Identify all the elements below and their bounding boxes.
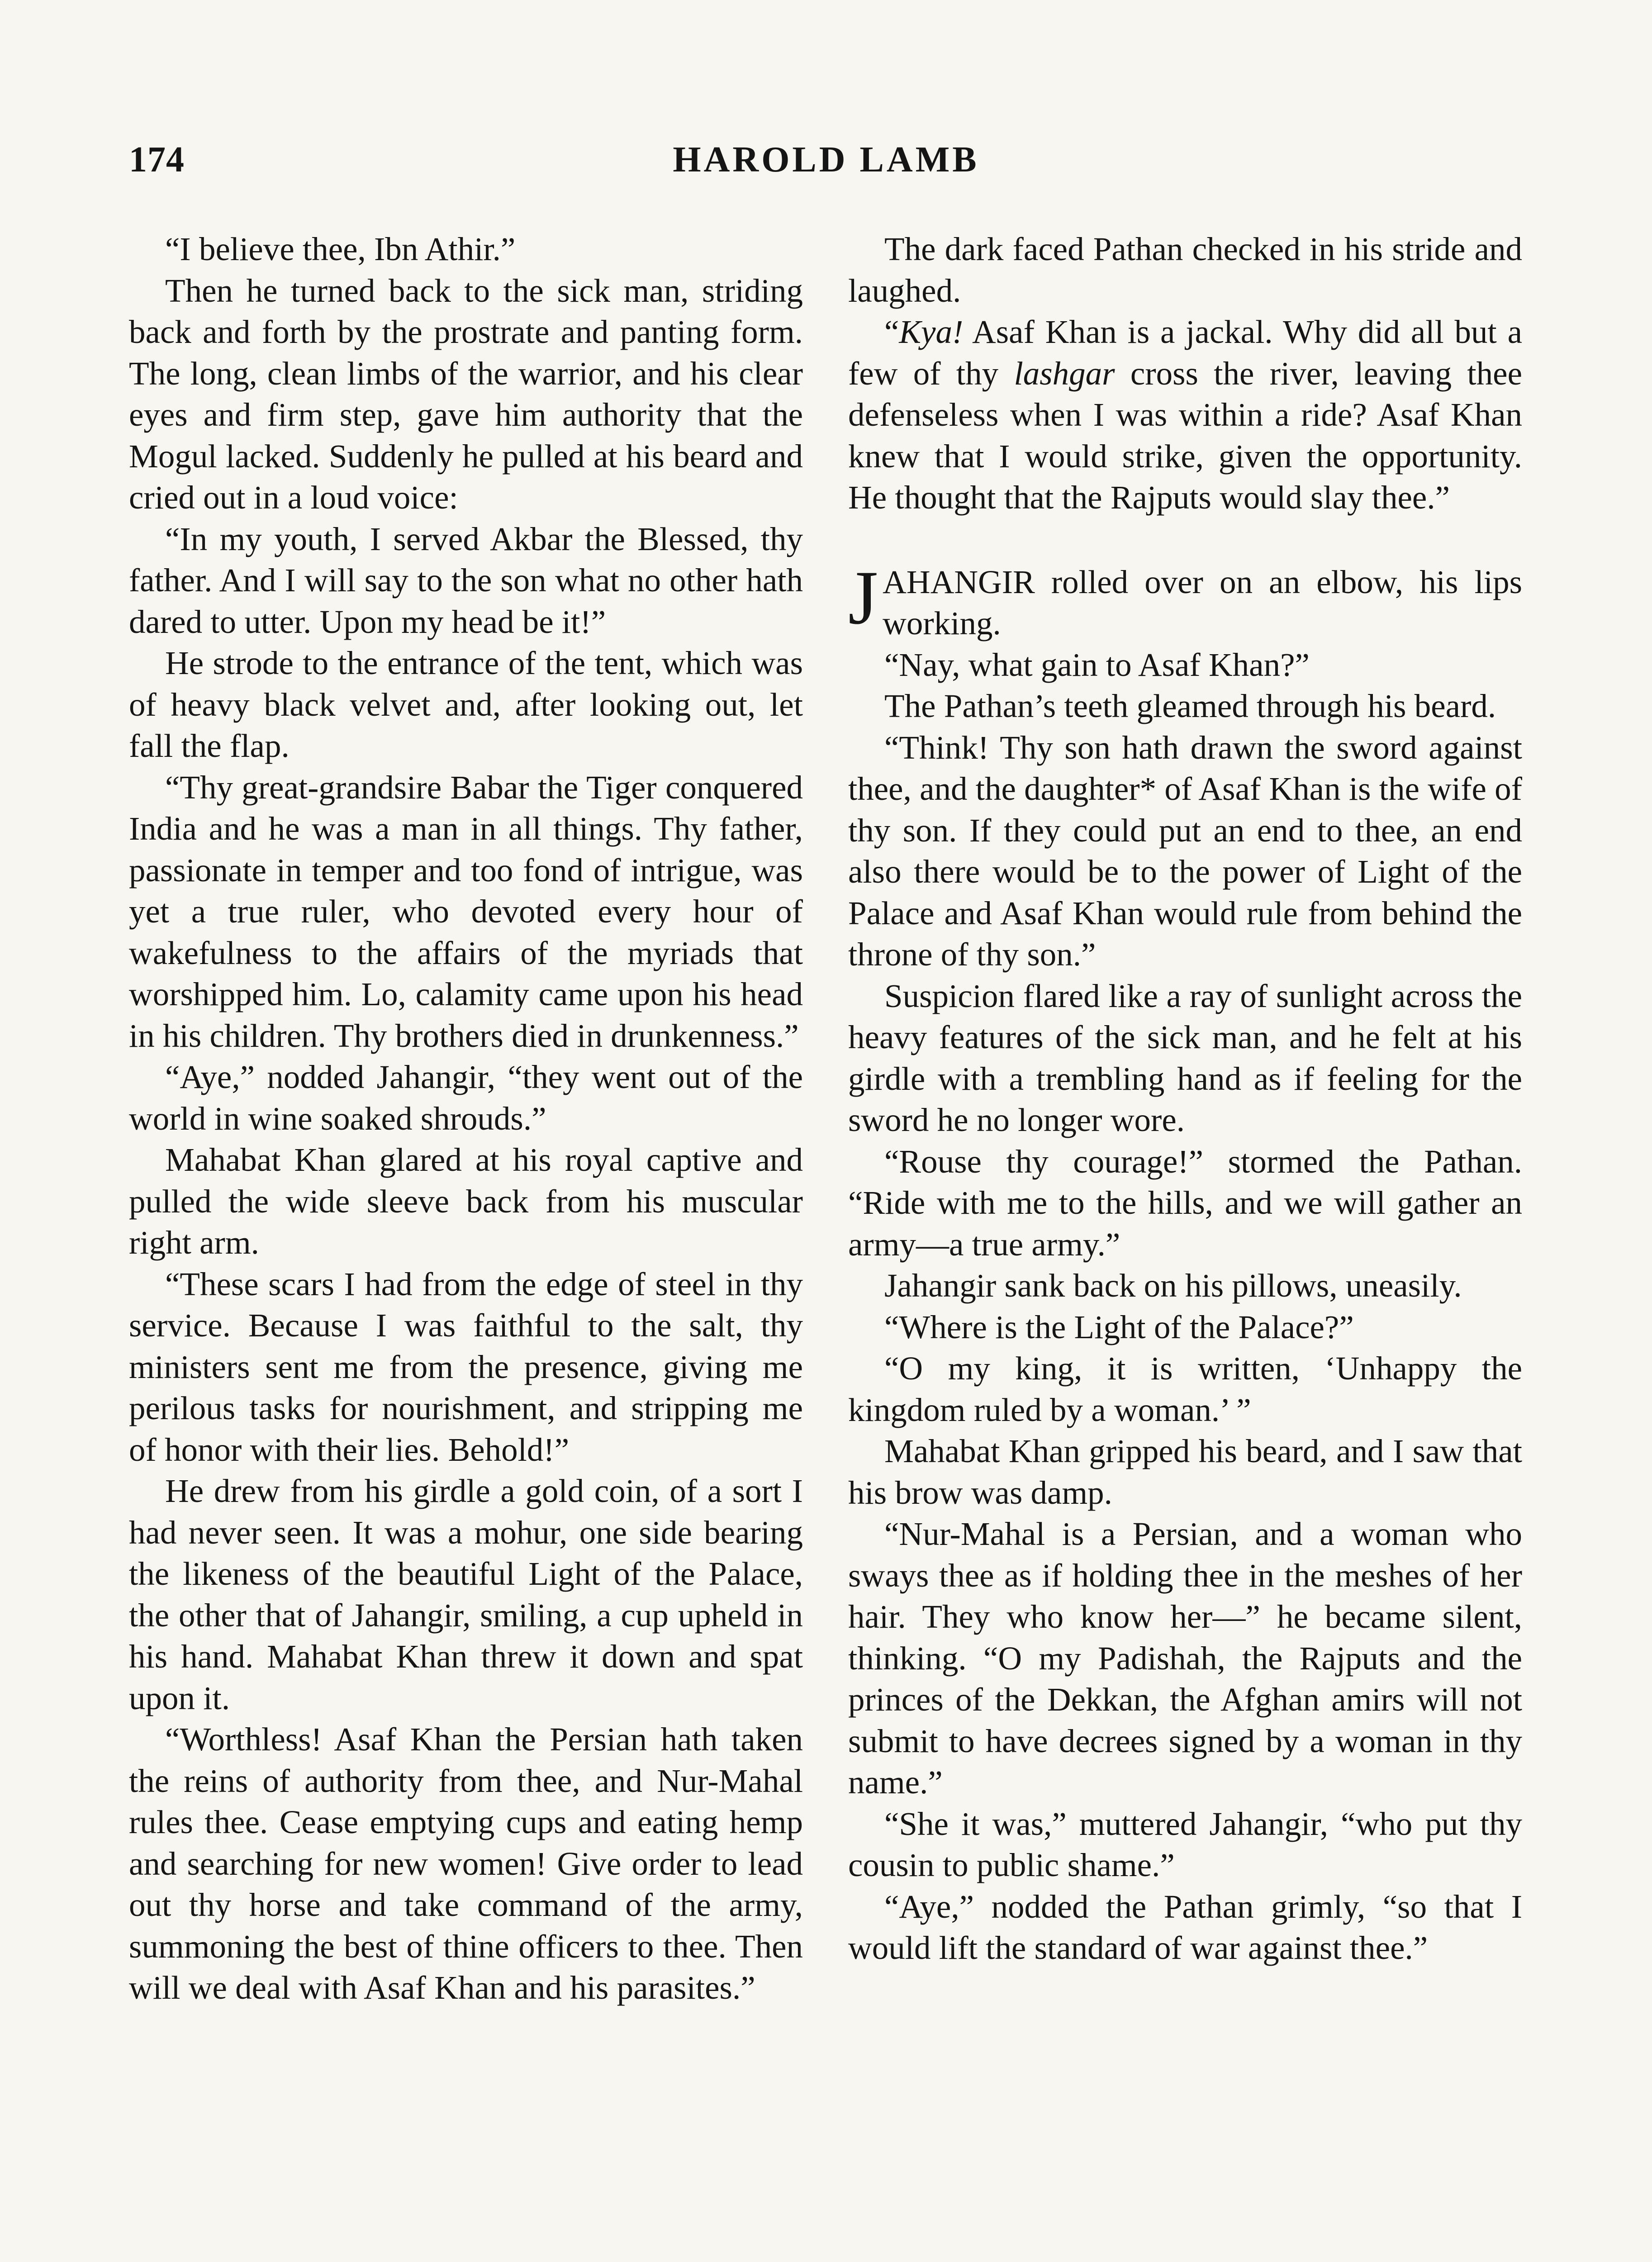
right-paragraph-13: “Nur-Mahal is a Persian, and a woman who sways thee as if holding thee in the meshes of her hair. They who know her—” he became silent, thinking. “O my Padishah, the Rajputs and the princes of the Dekkan, the Afghan amirs will not submit to have decrees signed by a woman in thy name.” bbox=[848, 1516, 1522, 1801]
section-opening-paragraph bbox=[848, 555, 1522, 644]
left-paragraph-6: “Aye,” nodded Jahangir, “they went out of the world in wine soaked shrouds.” bbox=[129, 1059, 803, 1137]
left-paragraph-8: “These scars I had from the edge of steel in thy service. Because I was faithful to the salt, thy ministers sent me from the presence, giving me perilous tasks for nourishment, and stripping me of honor with their lies. Behold!” bbox=[129, 1265, 803, 1468]
right-paragraph-1: The dark faced Pathan checked in his stride and laughed. bbox=[848, 231, 1522, 309]
left-paragraph-1: “I believe thee, Ibn Athir.” bbox=[165, 231, 516, 267]
section-opening-text: AHANGIR rolled over on an elbow, his lips working. bbox=[883, 563, 1522, 642]
drop-cap: J bbox=[848, 555, 878, 640]
right-paragraph-7: Suspicion flared like a ray of sunlight across the heavy features of the sick man, and he felt at his girdle with a trembling hand as if feeling for the sword he no longer wore. bbox=[848, 977, 1522, 1138]
right-paragraph-15: “Aye,” nodded the Pathan grimly, “so that I would lift the standard of war against thee.” bbox=[848, 1888, 1522, 1966]
lashgar-word: lashgar bbox=[1014, 355, 1115, 392]
right-paragraph-14: “She it was,” muttered Jahangir, “who put thy cousin to public shame.” bbox=[848, 1805, 1522, 1883]
left-paragraph-10: “Worthless! Asaf Khan the Persian hath taken the reins of authority from thee, and Nur-Mahal rules thee. Cease emptying cups and eating hemp and searching for new women! Give order to lead out thy horse and take command of the army, summoning the best of thine officers to thee. Then will we deal with Asaf Khan and his parasites.” bbox=[129, 1721, 803, 2006]
right-paragraph-11: “O my king, it is written, ‘Unhappy the kingdom ruled by a woman.’ ” bbox=[848, 1350, 1522, 1428]
running-head: HAROLD LAMB bbox=[673, 140, 979, 180]
right-paragraph-12: Mahabat Khan gripped his beard, and I saw that his brow was damp. bbox=[848, 1433, 1522, 1511]
right-paragraph-2-part-a: Asaf Khan is a jackal. Why did all but a few of thy bbox=[848, 314, 1522, 392]
right-paragraph-10: “Where is the Light of the Palace?” bbox=[884, 1308, 1354, 1345]
left-paragraph-5: “Thy great-grandsire Babar the Tiger conquered India and he was a man in all things. Thy father, passionate in temper and too fond of intrigue, was yet a true ruler, who devoted every hour of wakefulness to the affairs of the myriads that worshipped him. Lo, calamity came upon his head in his children. Thy brothers died in drunkenness.” bbox=[129, 769, 803, 1054]
left-paragraph-2: Then he turned back to the sick man, striding back and forth by the prostrate and panting form. The long, clean limbs of the warrior, and his clear eyes and firm step, gave him authority that the Mogul lacked. Suddenly he pulled at his beard and cried out in a loud voice: bbox=[129, 272, 803, 516]
right-column bbox=[848, 228, 1522, 1969]
right-paragraph-9: Jahangir sank back on his pillows, uneasily. bbox=[884, 1267, 1462, 1304]
page-number: 174 bbox=[129, 140, 185, 180]
right-paragraph-8: “Rouse thy courage!” stormed the Pathan. “Ride with me to the hills, and we will gather an army—a true army.” bbox=[848, 1143, 1522, 1263]
right-paragraph-4: “Nay, what gain to Asaf Khan?” bbox=[884, 646, 1310, 683]
left-paragraph-9: He drew from his girdle a gold coin, of a sort I had never seen. It was a mohur, one side bearing the likeness of the beautiful Light of the Palace, the other that of Jahangir, smiling, a cup upheld in his hand. Mahabat Khan threw it down and spat upon it. bbox=[129, 1473, 803, 1716]
left-paragraph-3: “In my youth, I served Akbar the Blessed, thy father. And I will say to the son what no other hath dared to utter. Upon my head be it!” bbox=[129, 520, 803, 640]
right-paragraph-2-part-b: cross the river, leaving thee defenseless when I was within a ride? Asaf Khan knew that I would strike, given the opportunity. He thought that the Rajputs would slay thee.” bbox=[848, 355, 1522, 516]
left-column bbox=[129, 228, 803, 2009]
right-paragraph-5: The Pathan’s teeth gleamed through his beard. bbox=[884, 688, 1496, 724]
right-paragraph-6: “Think! Thy son hath drawn the sword against thee, and the daughter* of Asaf Khan is the wife of thy son. If they could put an end to thee, an end also there would be to the power of Light of the Palace and Asaf Khan would rule from behind the throne of thy son.” bbox=[848, 729, 1522, 973]
left-paragraph-7: Mahabat Khan glared at his royal captive and pulled the wide sleeve back from his muscular right arm. bbox=[129, 1141, 803, 1261]
kya-word: Kya! bbox=[899, 314, 964, 350]
right-paragraph-2: “Kya! Asaf Khan is a jackal. Why did all but a few of thy lashgar cross the river, leaving thee defenseless when I was within a ride? Asaf Khan knew that I would strike, given the opportunity. He thought that the Rajputs would slay thee.” bbox=[848, 314, 1522, 516]
left-paragraph-4: He strode to the entrance of the tent, which was of heavy black velvet and, after looking out, let fall the flap. bbox=[129, 645, 803, 764]
